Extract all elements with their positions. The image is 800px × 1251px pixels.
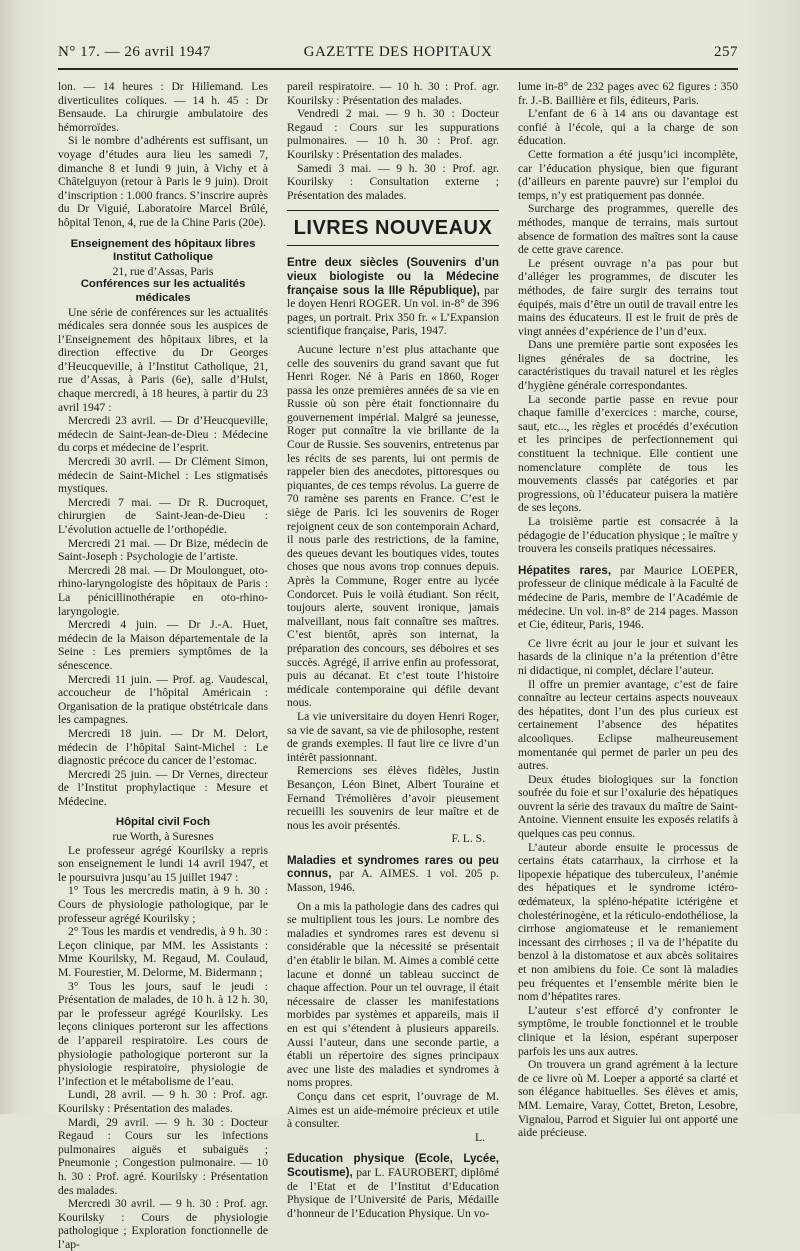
- paragraph: pareil respiratoire. — 10 h. 30 : Prof. agr. Kourilsky : Présentation des malades.: [287, 80, 499, 107]
- section-subheading: 21, rue d’Assas, Paris: [112, 264, 214, 278]
- paragraph: Vendredi 2 mai. — 9 h. 30 : Docteur Regaud : Cours sur les suppurations pulmonaires. — 10 h. 30 : Prof. agr. Kourilsky : Présentation des malades.: [287, 107, 499, 161]
- book-details: par A. AIMES. 1 vol. 205 p. Masson, 1946.: [287, 867, 499, 895]
- paragraph: Conçu dans cet esprit, l’ouvrage de M. Aimes est un aide-mémoire précieux et utile à consulter.: [287, 1089, 499, 1131]
- paragraph: lume in-8° de 232 pages avec 62 figures : 350 fr. J.-B. Baillière et fils, éditeurs, Paris.: [518, 80, 738, 107]
- paragraph: Mercredi 23 avril. — Dr d’Heucqueville, médecin de Saint-Jean-de-Dieu : Médecine du corps et médecine de l’esprit.: [58, 414, 268, 455]
- paragraph: Mercredi 28 mai. — Dr Moulonguet, oto-rhino-laryngologiste des hôpitaux de Paris : La pénicillinothérapie en oto-rhino-laryngologie.: [58, 563, 268, 618]
- paragraph: On a mis la pathologie dans des cadres qui se multiplient tous les jours. Le nombre des maladies et syndromes rares est devenu si considérable que la nécessité se présentait d’en établir le bilan. M. Aimes a comblé cette lacune et donné un tableau succinct de chaque affection. Pour un tel ouvrage, il était nécessaire de classer les manifestations morbides par systèmes et appareils, mais il en est qui s’étendent à plusieurs appareils. Aussi l’auteur, dans une seconde partie, a établi un répertoire des signes principaux avec une liste des maladies et syndromes à noms propres.: [287, 899, 499, 1090]
- paragraph: Mercredi 7 mai. — Dr R. Ducroquet, chirurgien de Saint-Jean-de-Dieu : L’évolution actuelle de l’orthopédie.: [58, 495, 268, 536]
- paragraph: Surcharge des programmes, querelle des méthodes, manque de terrains, mais surtout absence de formation des maîtres sont la cause de cette grave carence.: [518, 202, 738, 257]
- paragraph: Mercredi 4 juin. — Dr J.-A. Huet, médecin de la Maison départementale de la Seine : Les premiers symptômes de la sénescence.: [58, 618, 268, 672]
- paragraph: L’enfant de 6 à 14 ans ou davantage est confié à l’école, qui a la charge de son éducation.: [518, 107, 738, 148]
- paragraph: Le professeur agrégé Kourilsky a repris son enseignement le lundi 14 avril 1947, et le poursuivra jusqu’au 15 juillet 1947 :: [58, 843, 268, 884]
- paragraph: Mercredi 11 juin. — Prof. ag. Vaudescal, accoucheur de l’hôpital Américain : Organisation de la pratique obstétricale dans les campagnes.: [58, 672, 268, 727]
- issue-number: N° 17. — 26 avril 1947: [58, 44, 211, 60]
- paragraph: Si le nombre d’adhérents est suffisant, un voyage d’études aura lieu les samedi 7, dimanche 8 et lundi 9 juin, à Vichy et à Châtelguyon (retour à Paris le 9 juin). Droit d’inscription : 1.000 francs. S’inscrire auprès du Dr Viguié, Laboratoire Marcel Brûlé, hôpital Tenon, 4, rue de la Chine Paris (20e).: [58, 134, 268, 229]
- paragraph: Deux études biologiques sur la fonction soufrée du foie et sur l’oxalurie des hépatiques ouvrent la série des travaux du maître de Saint-Antoine. Viennent ensuite les exposés relatifs à quelques cas peu connus.: [518, 772, 738, 841]
- section-heading: Conférences sur les actualités médicales: [80, 278, 246, 304]
- paragraph: Mercredi 25 juin. — Dr Vernes, directeur de l’Institut prophylactique : Mesure et Médecine.: [58, 767, 268, 808]
- paragraph: La troisième partie est consacrée à la pédagogie de l’éducation physique ; le maître y trouvera les conseils pratiques nécessaires.: [518, 515, 738, 556]
- paragraph: Mercredi 21 mai. — Dr Bize, médecin de Saint-Joseph : Psychologie de l’artiste.: [58, 536, 268, 564]
- paragraph: Mercredi 30 avril. — 9 h. 30 : Prof. agr. Kourilsky : Cours de physiologie pathologique ; Exploration fonctionnelle de l’ap-: [58, 1197, 268, 1251]
- book-review-title: [518, 564, 738, 632]
- column-left: [58, 80, 268, 1251]
- paragraph: Dans une première partie sont exposées les lignes générales de sa doctrine, les caractéristiques du travail naturel et les règles d’hygiène générale correspondantes.: [518, 338, 738, 393]
- section-heading: Hôpital civil Foch: [115, 816, 211, 829]
- section-subheading: rue Worth, à Suresnes: [112, 830, 214, 844]
- paragraph: 1° Tous les mercredis matin, à 9 h. 30 : Cours de physiologie pathologique, par le professeur agrégé Kourilsky ;: [58, 884, 268, 925]
- book-details: par L. FAUROBERT, diplômé de l’Etat et de l’Institut d’Education Physique de l’Université de Paris, Médaille d’honneur de l’Education Physique. Un vo-: [287, 1165, 499, 1220]
- book-details: par le doyen Henri ROGER. Un vol. in-8° de 396 pages, un portrait. Prix 350 fr. « L’Expansion scientifique française, Paris, 1947.: [287, 283, 500, 338]
- paragraph: Remercions ses élèves fidèles, Justin Besançon, Léon Binet, Albert Touraine et Fernand Trémolières d’avoir pieusement recueilli les souvenirs de leur maître et de nous les avoir présentés.: [287, 764, 499, 832]
- header-rule: [58, 68, 738, 70]
- book-review-title: [287, 256, 499, 338]
- paragraph: La seconde partie passe en revue pour chaque famille d’exercices : marche, course, saut, etc..., les règles et procédés d’exécution et les principes de perfectionnement qui constituent la technique. Elle contient une nomenclature complète de tous les mouvements classés par catégories et par progressions, où l’éducateur puisera la matière de ses leçons.: [518, 392, 738, 515]
- paragraph: Il offre un premier avantage, c’est de faire connaître au lecteur certains aspects nouveaux des hépatites, dont l’un des plus curieux est certainement l’absence des hépatites alcooliques. Eclipse malheureusement momentanée qui permet de parler un peu des autres.: [518, 677, 738, 773]
- journal-title: GAZETTE DES HOPITAUX: [303, 44, 493, 60]
- paragraph: On trouvera un grand agrément à la lecture de ce livre où M. Loeper a apporté sa clarté et son élégance habituelles. Ses élèves et amis, MM. Lemaire, Varay, Cottet, Breton, Lesobre, Vignalou, Parrod et Siguier lui ont apporté une aide précieuse.: [518, 1058, 738, 1140]
- paragraph: L’auteur aborde ensuite le processus de certains états catarrhaux, la cirrhose et la lipopexie hépatique des tuberculeux, l’anémie des hépatiques et le syndrome ictéro-œdémateux, la spléno-hépatite ictérigène et cholestérinogène, et la réticulo-endothéliose, la cirrhose angiomateuse et le remaniement incessant des cirrhoses ; il va de l’hépatite du benzol à la distomatose et aux abcès solitaires et non amibiens du foie. Ce sont là maladies peu fréquentes et l’ensemble mérite bien le nom d’hépatites rares.: [518, 840, 738, 1004]
- review-signature: F. L. S.: [451, 832, 485, 846]
- section-heading: Institut Catholique: [113, 251, 213, 264]
- paragraph: 2° Tous les mardis et vendredis, à 9 h. 30 : Leçon clinique, par MM. les Assistants : Mme Kourilsky, M. Regaud, M. Coulaud, M. Fourestier, M. Delorme, M. Bidermann ;: [58, 925, 268, 979]
- paragraph: Le présent ouvrage n’a pas pour but d’alléger les programmes, de discuter les méthodes, de faire surgir des terrains tout équipés, mais d’être un outil de travail entre les mains des éducateurs. Il est le fruit de près de vingt années d’expérience de l’un d’eux.: [518, 256, 738, 338]
- column-middle: [287, 80, 499, 1220]
- paragraph: Mardi, 29 avril. — 9 h. 30 : Docteur Regaud : Cours sur les infections pulmonaires aiguës et subaiguës ; Pneumonie ; Congestion pulmonaire. — 10 h. 30 : Prof. agré. Kourilsky : Présentation des malades.: [58, 1115, 268, 1197]
- paragraph: lon. — 14 heures : Dr Hillemand. Les diverticulites coliques. — 14 h. 45 : Dr Bensaude. La chirurgie ambulatoire des hémorroïdes.: [58, 80, 268, 134]
- book-details: par Maurice LOEPER, professeur de clinique médicale à la Faculté de médecine de Paris, membre de l’Académie de médecine. Un vol. in-8° de 214 pages. Masson et Cie, éditeur, Paris, 1946.: [518, 563, 738, 632]
- paragraph: Mercredi 30 avril. — Dr Clément Simon, médecin de Saint-Michel : Les stigmatisés mystiques.: [58, 455, 268, 496]
- section-heading: Enseignement des hôpitaux libres: [70, 237, 256, 250]
- paragraph: Lundi, 28 avril. — 9 h. 30 : Prof. agr. Kourilsky : Présentation des malades.: [58, 1088, 268, 1115]
- column-right: [518, 80, 738, 1140]
- book-review-title: [287, 854, 499, 895]
- review-signature: L.: [475, 1130, 485, 1144]
- paragraph: Mercredi 18 juin. — Dr M. Delort, médecin de l’hôpital Saint-Michel : Le diagnostic précoce du cancer de l’estomac.: [58, 726, 268, 768]
- paragraph: Cette formation a été jusqu’ici incomplète, car l’éducation physique, bien que figurant (d’ailleurs en parente pauvre) sur l’emploi du temps, n’y est pratiquement pas donnée.: [518, 147, 738, 202]
- paragraph: Ce livre écrit au jour le jour et suivant les hasards de la clinique n’a la prétention d’être ni didactique, ni complet, déclare l’auteur.: [518, 636, 738, 677]
- paragraph: 3° Tous les jours, sauf le jeudi : Présentation de malades, de 10 h. à 12 h. 30, par le professeur agrégé Kourilsky. Les leçons cliniques porteront sur les affections de l’appareil respiratoire. Les cours de physiologie pathologique porteront sur la physiologie respiratoire, physiologie de l’infection et le métabolisme de l’eau.: [58, 979, 268, 1088]
- book-title: Entre deux siècles (Souvenirs d’un vieux biologiste ou la Médecine française sous la IIIe République),: [287, 256, 499, 297]
- paragraph: L’auteur s’est efforcé d’y confronter le symptôme, le trouble fonctionnel et le trouble clinique et la lésion, espérant superposer parfois les uns aux autres.: [518, 1003, 738, 1058]
- book-title: Education physique (Ecole, Lycée, Scoutisme),: [287, 1152, 499, 1179]
- page-header: [58, 44, 738, 66]
- page-number: 257: [714, 44, 738, 60]
- section-title-livres-nouveaux: LIVRES NOUVEAUX: [287, 210, 499, 246]
- book-review-title: [287, 1152, 499, 1220]
- paragraph: Samedi 3 mai. — 9 h. 30 : Prof. agr. Kourilsky : Consultation externe ; Présentation des malades.: [287, 161, 499, 202]
- paragraph: La vie universitaire du doyen Henri Roger, sa vie de savant, sa vie de philosophe, restent de grands exemples. Il faut lire ce livre d’un intérêt passionnant.: [287, 709, 499, 764]
- paragraph: Une série de conférences sur les actualités médicales sera donnée sous les auspices de l’Enseignement des hôpitaux libres, et la direction effective du Dr Georges d’Heucqueville, à l’Institut Catholique, 21, rue d’Assas, à Paris (6e), salle d’Hulst, chaque mercredi, à 18 heures, à partir du 23 avril 1947 :: [58, 305, 268, 414]
- paragraph: Aucune lecture n’est plus attachante que celle des souvenirs du grand savant que fut Henri Roger. Né à Paris en 1860, Roger passa les onze premières années de sa vie en Russie où son père était fonctionnaire du gouvernement impérial. Malgré sa jeunesse, Roger put connaître la vie brillante de la Cour de Russie. Ses souvenirs, entretenus par les récits de ses parents, lui ont permis de rappeler bien des anecdotes, pittoresques ou piquantes, de ces temps révolus. La guerre de 70 ramène ses parents en France. C’est le siège de Paris. Ici les souvenirs de Roger rejoignent ceux de son contemporain Achard, il nous parle des restrictions, de la famine, des queues devant les boutiques vides, toutes choses que nous avons trop connues depuis. Après la Commune, Roger entre au lycée Condorcet. Puis le voilà étudiant. Son récit, toujours alerte, souvent ironique, jamais malveillant, nous fait connaître ses maîtres. C’est bientôt, après son internat, la préparation des concours, ses déboires et ses succès. Agrégé, il arrive enfin au professorat, puis au décanat. Et c’est toute l’histoire médicale contemporaine qui défile devant nous.: [287, 342, 499, 710]
- book-title: Maladies et syndromes rares ou peu connus,: [287, 853, 499, 881]
- book-title: Hépatites rares,: [518, 563, 612, 577]
